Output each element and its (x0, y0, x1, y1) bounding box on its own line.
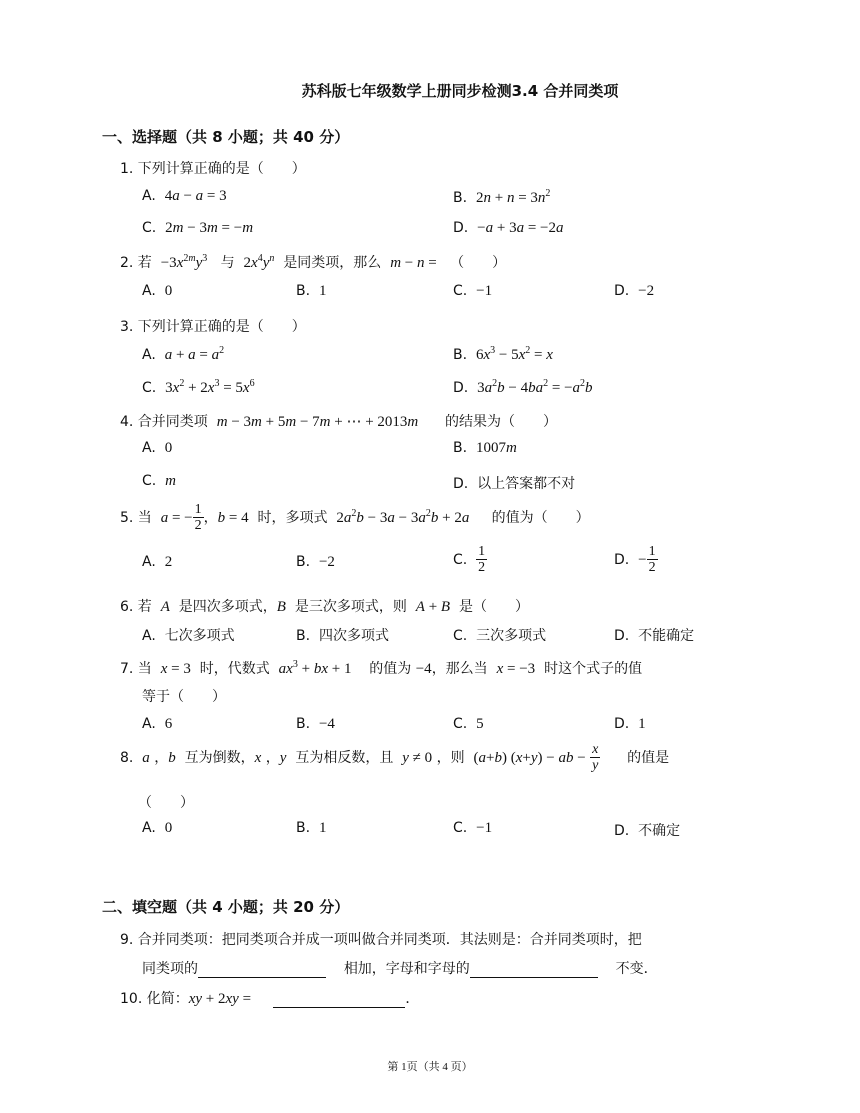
q8-option-d: D. 不确定 (614, 823, 681, 839)
q8-option-a: A. 0 (142, 820, 173, 836)
question-1-stem: 1. 下列计算正确的是（ ） (120, 161, 306, 177)
page-footer: 第 1页（共 4 页） (387, 1061, 473, 1073)
q2-option-d: D. −2 (614, 283, 655, 299)
q7-option-a: A. 6 (142, 716, 173, 732)
q2-option-a: A. 0 (142, 283, 173, 299)
q1-option-b: B. $2n + n = 3n^2$ (453, 188, 551, 206)
q7-option-d: D. 1 (614, 716, 646, 732)
q3-option-b: B. $6x^3 - 5x^2 = x$ (453, 345, 553, 363)
q1-option-c: C. 2m − 3m = −m (142, 220, 254, 236)
page-title: 苏科版七年级数学上册同步检测3.4 合并同类项 (301, 82, 619, 100)
q4-option-c: C. m (142, 473, 176, 489)
q10-blank[interactable] (273, 993, 405, 1008)
q6-option-c: C. 三次多项式 (453, 628, 547, 644)
q8-option-b: B. 1 (296, 820, 327, 836)
question-3-stem: 3. 下列计算正确的是（ ） (120, 319, 306, 335)
q6-option-d: D. 不能确定 (614, 628, 695, 644)
q4-option-b: B. 1007m (453, 440, 517, 456)
q2-option-b: B. 1 (296, 283, 327, 299)
q3-option-c: C. $3x^2 + 2x^3 = 5x^6$ (142, 378, 255, 396)
q5-option-a: A. 2 (142, 554, 173, 570)
question-7-stem: 7. 当 x = 3 时，代数式 $ax^3$ + bx + 1 的值为 −4，那么当 x = −3 时这个式子的值 (120, 659, 643, 677)
q6-option-a: A. 七次多项式 (142, 628, 235, 644)
q1-option-a: A. 4a − a = 3 (142, 188, 227, 204)
question-6-stem: 6. 若 A 是四次多项式，B 是三次多项式，则 A + B 是（ ） (120, 599, 529, 615)
q3-option-a: A. $a + a = a^2$ (142, 345, 225, 363)
q1-option-d: D. −a + 3a = −2a (453, 220, 564, 236)
question-8-line2: （ ） (138, 795, 194, 811)
q6-option-b: B. 四次多项式 (296, 628, 389, 644)
question-4-stem: 4. 合并同类项 m − 3m + 5m − 7m + ⋯ + 2013m 的结果为（ ） (120, 414, 557, 430)
question-9-line2: 同类项的 相加，字母和字母的 不变． (142, 961, 658, 977)
question-7-line2: 等于（ ） (142, 689, 226, 705)
q3-option-d: D. $3a^2b - 4ba^2 = -a^2b$ (453, 378, 593, 396)
q2-option-c: C. −1 (453, 283, 493, 299)
q8-option-c: C. −1 (453, 820, 493, 836)
question-8-stem: 8. a ，b 互为倒数，x ，y 互为相反数，且 y ≠ 0 ，则 (a+b) (x+y) − ab − $\frac{x}{y}$ 的值是 (120, 742, 670, 774)
q5-option-b: B. −2 (296, 554, 335, 570)
section-fill-heading: 二、填空题（共 4 小题；共 20 分） (102, 898, 350, 916)
q4-option-d: D. 以上答案都不对 (453, 476, 576, 492)
section-choice-heading: 一、选择题（共 8 小题；共 40 分） (102, 128, 350, 146)
q7-option-b: B. −4 (296, 716, 335, 732)
q9-blank-1[interactable] (198, 963, 326, 978)
question-9-line1: 9. 合并同类项：把同类项合并成一项叫做合并同类项．其法则是：合并同类项时，把 (120, 932, 642, 948)
q4-option-a: A. 0 (142, 440, 173, 456)
question-10: 10. 化简：xy + 2xy = ． (120, 991, 420, 1007)
q5-option-d: D. − $\frac{1}{2}$ (614, 544, 656, 576)
q9-blank-2[interactable] (470, 963, 598, 978)
q7-option-c: C. 5 (453, 716, 484, 732)
q5-option-c: C. $\frac{1}{2}$ (453, 544, 486, 576)
question-2-stem: 2. 若 $-3x^{2m}y^3$ 与 $2x^4y^n$ 是同类项，那么 m − n = （ ） (120, 253, 507, 271)
question-5-stem: 5. 当 a = − $\frac{1}{2}$ ，b = 4 时，多项式 $2a^2b - 3a - 3a^2b + 2a$ 的值为（ ） (120, 502, 590, 534)
